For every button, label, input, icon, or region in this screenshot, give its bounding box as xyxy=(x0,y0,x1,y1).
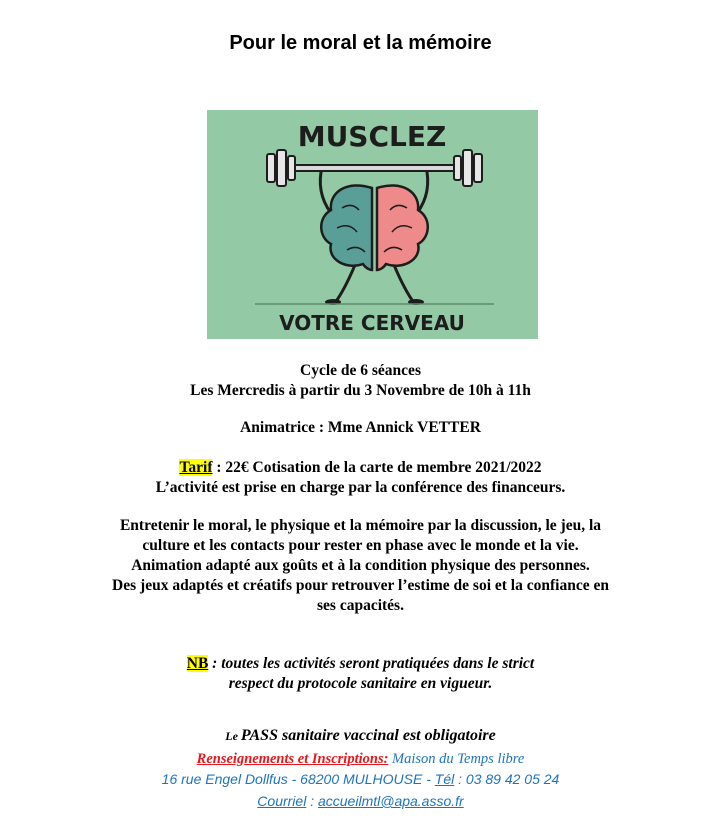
page-title: Pour le moral et la mémoire xyxy=(229,32,492,54)
schedule-line-2: Les Mercredis à partir du 3 Novembre de 10h à 11h xyxy=(190,382,531,399)
nb-text: : toutes les activités seront pratiquées dans le strict xyxy=(208,655,535,672)
nb-label: NB xyxy=(186,655,209,672)
pass-prefix: Le xyxy=(225,729,241,743)
address-line xyxy=(0,771,721,787)
contact-label: Renseignements et Inscriptions: xyxy=(196,751,389,767)
description-block xyxy=(0,516,721,616)
nb-block xyxy=(0,654,721,694)
contact-line xyxy=(0,750,721,768)
tel-value: : 03 89 42 05 24 xyxy=(454,771,560,787)
tarif-block xyxy=(0,458,721,498)
pass-text: PASS sanitaire vaccinal est obligatoire xyxy=(240,727,496,744)
email-link[interactable]: accueilmtl@apa.asso.fr xyxy=(317,793,464,809)
description-line: ses capacités. xyxy=(317,597,404,614)
description-line: culture et les contacts pour rester en phase avec le monde et la vie. xyxy=(142,537,579,554)
description-line: Des jeux adaptés et créatifs pour retrouver l’estime de soi et la confiance en xyxy=(112,577,609,594)
email-sep: : xyxy=(306,793,318,809)
poster-image xyxy=(207,110,538,339)
description-line: Entretenir le moral, le physique et la mémoire par la discussion, le jeu, la xyxy=(119,517,602,534)
pass-notice xyxy=(0,727,721,745)
tarif-label: Tarif xyxy=(179,459,213,476)
schedule-block xyxy=(0,361,721,401)
email-label: Courriel xyxy=(257,793,307,809)
email-line xyxy=(0,793,721,809)
muscle-brain-illustration xyxy=(207,110,538,339)
description-line: Animation adapté aux goûts et à la condition physique des personnes. xyxy=(131,557,590,574)
maison-name: Maison du Temps libre xyxy=(388,751,525,767)
nb-line-2: respect du protocole sanitaire en vigueur. xyxy=(228,675,493,692)
tarif-text: : 22€ Cotisation de la carte de membre 2021/2022 xyxy=(212,459,542,476)
animatrice: Animatrice : Mme Annick VETTER xyxy=(240,419,481,436)
schedule-line-1: Cycle de 6 séances xyxy=(300,362,421,379)
tel-label: Tél xyxy=(434,771,455,787)
poster-top-text: MUSCLEZ xyxy=(297,120,447,153)
address: 16 rue Engel Dollfus - 68200 MULHOUSE - xyxy=(161,771,435,787)
poster-bottom-text: VOTRE CERVEAU xyxy=(279,311,465,335)
tarif-line-2: L’activité est prise en charge par la conférence des financeurs. xyxy=(155,479,566,496)
